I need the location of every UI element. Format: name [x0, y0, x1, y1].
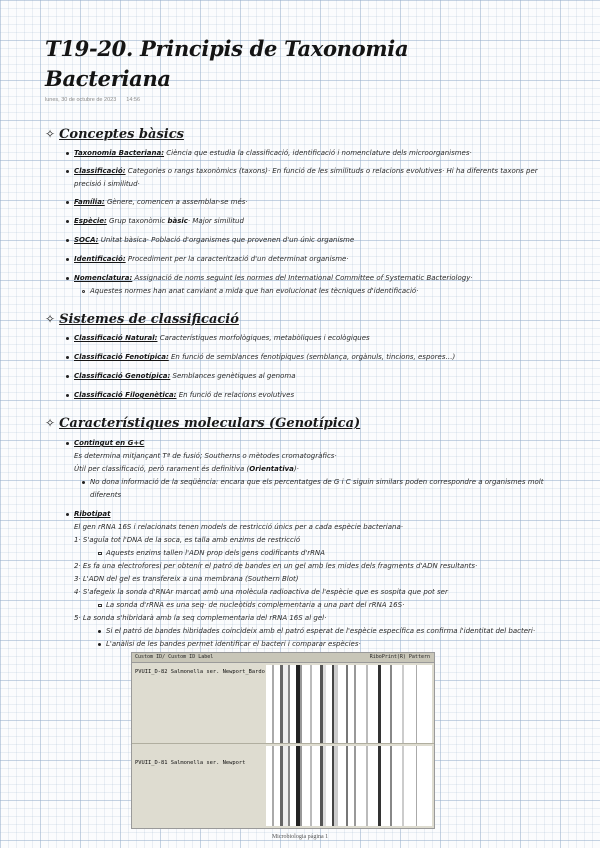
term: Classificació Fenotípica:: [74, 353, 169, 361]
definition-bold: bàsic: [167, 217, 188, 225]
page-time: 14:56: [126, 97, 141, 103]
sparkle-icon: ✧: [45, 127, 56, 141]
page-title: T19-20. Principis de Taxonomia: [45, 36, 409, 61]
gel-row-label: PVUII_D-82 Salmonella ser. Newport_Bardo: [135, 669, 265, 675]
section-heading-text: Conceptes bàsics: [59, 127, 184, 142]
definition: Procediment per la caracterització d'un determinat organisme·: [125, 255, 349, 263]
definition: En funció de relacions evolutives: [176, 391, 295, 399]
term: Classificació Genotípica:: [74, 372, 171, 380]
gel-divider: [132, 743, 434, 744]
definition: Categories o rangs taxonòmics (taxons)· En funció de les similituds o relacions evolutives· Hi ha diferents taxons per: [125, 167, 538, 175]
step-5-detail: L'anàlisi de les bandes permet identificar el bacteri i comparar espècies·: [106, 640, 361, 648]
definition: Ciència que estudia la classificació, identificació i nomenclature dels microorganismes·: [164, 149, 472, 157]
sub-list-item-continuation: diferents: [90, 491, 122, 499]
gel-row-label: PVUII_D-81 Salmonella ser. Newport: [135, 760, 246, 766]
page-date: lunes, 30 de octubre de 2023: [45, 97, 117, 103]
list-item-continuation: precisió i similitud·: [74, 180, 140, 188]
sparkle-icon: ✧: [45, 416, 56, 430]
list-item: [74, 372, 296, 381]
step-1: 1· S'aguïa tot l'DNA de la soca, es talla amb enzims de restricció: [74, 536, 301, 544]
sparkle-icon: ✧: [45, 312, 56, 326]
subsection-title: Contingut en G+C: [74, 439, 145, 447]
text-bold: Orientativa: [249, 465, 294, 473]
list-item: [74, 255, 349, 264]
term: Espècie:: [74, 217, 107, 225]
gel-band-pattern: [266, 746, 432, 826]
definition: En funció de semblances fenotípiques (semblança, orgànuls, tincions, espores…): [168, 353, 456, 361]
sub-list-item: No dona informació de la seqüència: encara que els percentatges de G i C siguin similars poden correspondre a organismes molt: [90, 478, 544, 486]
gel-band-pattern: [266, 665, 432, 743]
definition: · Major similitud: [187, 217, 244, 225]
term: Identificació:: [74, 255, 126, 263]
definition: Característiques morfològiques, metabòliques i ecològiques: [157, 334, 370, 342]
list-item: [74, 391, 294, 400]
term: Família:: [74, 198, 105, 206]
term: Classificació:: [74, 167, 126, 175]
gel-header: [132, 653, 434, 663]
text: )·: [293, 465, 299, 473]
step-3: 3· L'ADN del gel es transfereix a una membrana (Southern Blot): [74, 575, 299, 583]
text: Útil per classificació, però rarament és definitiva (: [74, 465, 250, 473]
step-1-detail: Aquests enzims tallen l'ADN prop dels gens codificants d'rRNA: [106, 549, 325, 557]
term: Taxonomia Bacteriana:: [74, 149, 165, 157]
step-2: 2· Es fa una electroforesi per obtenir el patró de bandes en un gel amb les mides dels fragments d'ADN resultants·: [74, 562, 478, 570]
section-heading-text: Sistemes de classificació: [59, 312, 239, 327]
paragraph: [74, 465, 299, 474]
list-item: [74, 167, 538, 176]
paragraph: El gen rRNA 16S i relacionats tenen models de restricció únics per a cada espècie bacteriana·: [74, 523, 403, 531]
sub-list-item: Aquestes normes han anat canviant a mida que han evolucionat les tècniques d'identificació·: [90, 287, 419, 295]
definition: Unitat bàsica· Població d'organismes que provenen d'un únic organisme: [98, 236, 355, 244]
term: Classificació Natural:: [74, 334, 158, 342]
list-item: [74, 353, 455, 362]
list-item-ribotipat: [74, 510, 110, 519]
section-heading-concepts: [45, 127, 184, 142]
term: Nomenclatura:: [74, 274, 133, 282]
subsection-title: Ribotipat: [74, 510, 111, 518]
list-item: [74, 236, 354, 245]
paragraph: Es determina mitjançant Tª de fusió; Southerns o mètodes cromatogràfics·: [74, 452, 337, 460]
step-4-detail: La sonda d'rRNA es una seq· de nucleòtids complementaria a una part del rRNA 16S·: [106, 601, 405, 609]
list-item-gc: [74, 439, 144, 448]
page-meta: [45, 97, 140, 103]
definition: Gènere, comencen a assemblar-se més·: [104, 198, 248, 206]
definition: Semblances genètiques al genoma: [170, 372, 296, 380]
term: Classificació Filogenètica:: [74, 391, 177, 399]
section-heading-systems: [45, 312, 239, 327]
page-footer: Microbiologia página 1: [271, 834, 329, 840]
step-4: 4· S'afegeix la sonda d'RNAr marcat amb una molècula radioactiva de l'espècie que es sospita que pot ser: [74, 588, 448, 596]
list-item: [74, 217, 244, 226]
definition: Grup taxonòmic: [106, 217, 168, 225]
list-item: [74, 334, 370, 343]
section-heading-molecular: [45, 416, 360, 431]
definition: Assignació de noms seguint les normes del International Committee of Systematic Bacteriology·: [132, 274, 473, 282]
section-heading-text: Característiques moleculars (Genotípica): [59, 416, 361, 431]
riboprint-gel-image: [131, 652, 435, 829]
term: SOCA:: [74, 236, 99, 244]
page-title-line2: Bacteriana: [45, 66, 171, 91]
list-item: [74, 198, 248, 207]
step-5-detail: Si el patró de bandes hibridades coincideix amb el patró esperat de l'espècie específica es confirma l'identitat del bacteri·: [106, 627, 536, 635]
list-item: [74, 149, 472, 158]
step-5: 5· La sonda s'hibridarà amb la seq complementaria del rRNA 16S al gel·: [74, 614, 327, 622]
gel-header-label: Custom ID/ Custom ID Label: [135, 654, 214, 660]
gel-header-pattern: RiboPrint(R) Pattern: [369, 654, 430, 660]
list-item: [74, 274, 473, 283]
